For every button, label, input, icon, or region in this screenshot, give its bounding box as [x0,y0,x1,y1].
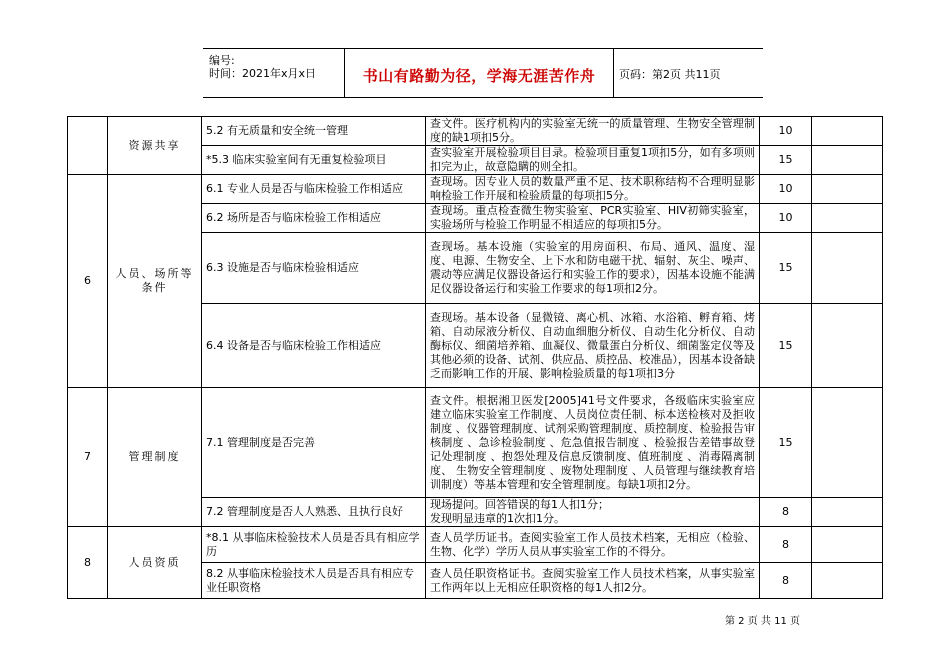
page-header [203,48,763,98]
score-cell: 15 [760,388,812,498]
number-label: 编号: [209,54,235,67]
score-cell: 8 [760,527,812,563]
description-cell: 查现场。因专业人员的数量严重不足、技术职称结构不合理明显影响检验工作开展和检验质量的每项扣5分。 [426,175,760,204]
remark-cell [812,204,883,233]
remark-cell [812,304,883,388]
item-cell: 7.1 管理制度是否完善 [202,388,426,498]
motto: 书山有路勤为径，学海无涯苦作舟 [362,67,596,85]
row-number [68,117,108,175]
item-cell: *5.3 临床实验室间有无重复检验项目 [202,146,426,175]
page-info: 页码：第2页 共11页 [619,68,721,81]
table-row [68,527,883,563]
score-cell: 15 [760,304,812,388]
score-cell: 8 [760,498,812,527]
time-label: 时间：2021年x月x日 [209,67,317,80]
description-cell: 查文件。根据湘卫医发[2005]41号文件要求，各级临床实验室应建立临床实验室工作制度、人员岗位责任制、标本送检核对及拒收制度 、仪器管理制度、试剂采购管理制度、质控制度、检验报告审核制度 、急诊检验制度 、危急值报告制度 、检验报告差错事故登记处理制度 、抱怨处理及信息反馈制度、值班制度 、消毒隔离制度、 生物安全管理制度 、废物处理制度 、人员管理与继续教育培训制度）等基本管理和安全管理制度。每缺1项扣2分。 [426,388,760,498]
table-row [68,117,883,146]
remark-cell [812,175,883,204]
page-footer: 第 2 页 共 11 页 [725,616,800,627]
score-cell: 10 [760,204,812,233]
item-cell: *8.1 从事临床检验技术人员是否具有相应学历 [202,527,426,563]
score-cell: 8 [760,563,812,599]
score-cell: 15 [760,146,812,175]
row-number: 6 [68,175,108,388]
item-cell: 6.3 设施是否与临床检验相适应 [202,233,426,304]
description-cell: 查人员任职资格证书。查阅实验室工作人员技术档案，从事实验室工作两年以上无相应任职资格的每1人扣2分。 [426,563,760,599]
description-cell: 查现场。基本设备（显微镜、离心机、冰箱、水浴箱、孵育箱、烤箱、自动尿液分析仪、自动血细胞分析仪、自动生化分析仪、自动酶标仪、细菌培养箱、血凝仪、微量蛋白分析仪、细菌鉴定仪等及其他必须的设备、试剂、供应品、质控品、校准品），因基本设备缺乏而影响工作的开展、影响检验质量的每1项扣3分 [426,304,760,388]
remark-cell [812,498,883,527]
description-cell: 查现场。重点检查微生物实验室、PCR实验室、HIV初筛实验室，实验场所与检验工作明显不相适应的每项扣5分。 [426,204,760,233]
description-cell: 查现场。基本设施（实验室的用房面积、布局、通风、温度、湿度、电源、生物安全、上下水和防电磁干扰、辐射、灰尘、噪声、震动等应满足仪器设备运行和实验工作的要求），因基本设施不能满足仪器设备运行和实验工作要求的每1项扣2分。 [426,233,760,304]
item-cell: 8.2 从事临床检验技术人员是否具有相应专业任职资格 [202,563,426,599]
table-row [68,388,883,498]
description-cell: 查文件。医疗机构内的实验室无统一的质量管理、生物安全管理制度的缺1项扣5分。 [426,117,760,146]
table-row [68,175,883,204]
description-cell: 查人员学历证书。查阅实验室工作人员技术档案，无相应（检验、生物、化学）学历人员从事实验室工作的不得分。 [426,527,760,563]
item-cell: 6.1 专业人员是否与临床检验工作相适应 [202,175,426,204]
category-cell: 人员资质 [108,527,202,599]
item-cell: 7.2 管理制度是否人人熟悉、且执行良好 [202,498,426,527]
inspection-table [67,116,883,599]
item-cell: 6.2 场所是否与临床检验工作相适应 [202,204,426,233]
header-motto-cell [345,49,614,97]
category-cell: 管理制度 [108,388,202,527]
score-cell: 15 [760,233,812,304]
item-cell: 5.2 有无质量和安全统一管理 [202,117,426,146]
description-cell: 查实验室开展检验项目目录。检验项目重复1项扣5分，如有多项则扣完为止，故意隐瞒的则全扣。 [426,146,760,175]
remark-cell [812,388,883,498]
remark-cell [812,527,883,563]
row-number: 7 [68,388,108,527]
header-page-cell [614,49,763,97]
remark-cell [812,146,883,175]
remark-cell [812,117,883,146]
item-cell: 6.4 设备是否与临床检验工作相适应 [202,304,426,388]
header-meta-cell [203,49,345,97]
description-cell [426,498,760,527]
score-cell: 10 [760,117,812,146]
remark-cell [812,563,883,599]
row-number: 8 [68,527,108,599]
score-cell: 10 [760,175,812,204]
remark-cell [812,233,883,304]
category-cell: 资源共享 [108,117,202,175]
description-text: 现场提问。回答错误的每1人扣1分； 发现明显违章的1次扣1分。 [430,498,609,525]
category-cell: 人员、场所等条件 [108,175,202,388]
